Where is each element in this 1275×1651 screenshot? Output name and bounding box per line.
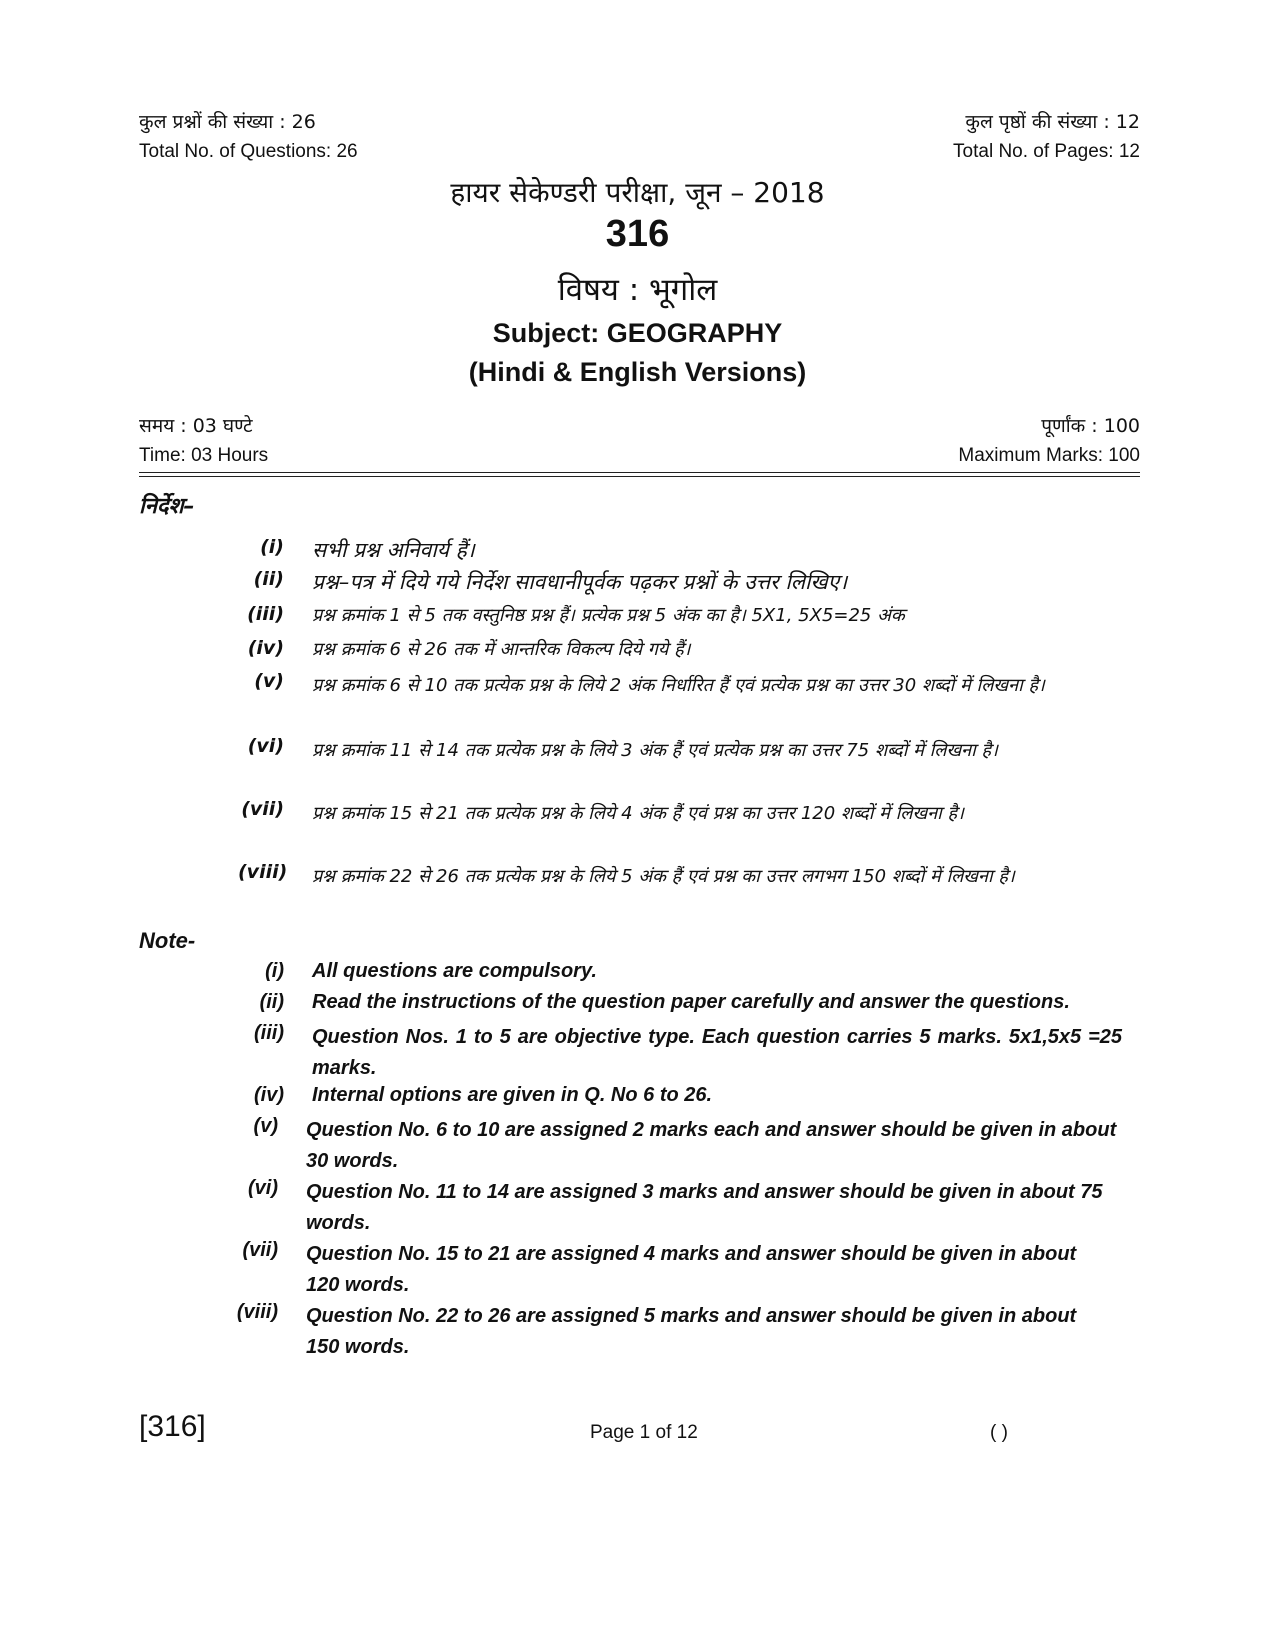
footer-paper-code: [316]	[139, 1410, 206, 1443]
list-item: (viii) Question No. 22 to 26 are assigned 5 marks and answer should be given in about 150 words.	[236, 1301, 1077, 1358]
time-en: Time: 03 Hours	[139, 445, 269, 466]
list-item: (v) Question No. 6 to 10 are assigned 2 marks each and answer should be given in about 30 words.	[253, 1115, 1117, 1172]
time-hi: समय : 03 घण्टे	[139, 415, 253, 437]
list-item: (ii) Read the instructions of the question paper carefully and answer the questions.	[259, 991, 1070, 1013]
total-pages-en: Total No. of Pages: 12	[953, 141, 1140, 162]
subject-hindi: विषय : भूगोल	[557, 272, 718, 308]
list-item: (i) सभी प्रश्न अनिवार्य हैं।	[260, 536, 475, 562]
english-note-heading: Note-	[139, 928, 196, 953]
list-item: (iv) प्रश्न क्रमांक 6 से 26 तक में आन्तरिक विकल्प दिये गये हैं।	[247, 637, 691, 660]
max-marks-hi: पूर्णांक : 100	[1041, 415, 1140, 437]
list-item: (iv) Internal options are given in Q. No 6 to 26.	[254, 1084, 713, 1106]
divider-top	[139, 472, 1140, 473]
list-item: (vii) प्रश्न क्रमांक 15 से 21 तक प्रत्येक प्रश्न के लिये 4 अंक हैं एवं प्रश्न का उत्तर 120 शब्दों में लिखना है।	[241, 798, 964, 824]
list-item: (vii) Question No. 15 to 21 are assigned 4 marks and answer should be given in about 120 words.	[242, 1239, 1077, 1296]
list-item: (ii) प्रश्न–पत्र में दिये गये निर्देश सावधानीपूर्वक पढ़कर प्रश्नों के उत्तर लिखिए।	[253, 568, 848, 594]
divider-bottom	[139, 476, 1140, 477]
list-item: (v) प्रश्न क्रमांक 6 से 10 तक प्रत्येक प्रश्न के लिये 2 अंक निर्धारित हैं एवं प्रत्येक प्रश्न का उत्तर 30 शब्दों में लिखना है।	[254, 670, 1045, 696]
page-number: Page 1 of 12	[590, 1422, 698, 1443]
total-questions-hi: कुल प्रश्नों की संख्या : 26	[139, 111, 316, 133]
max-marks-en: Maximum Marks: 100	[958, 445, 1140, 466]
total-questions-en: Total No. of Questions: 26	[139, 141, 358, 162]
hindi-instructions-heading: निर्देश–	[139, 494, 195, 519]
list-item: (vi) Question No. 11 to 14 are assigned 3 marks and answer should be given in about 75 words.	[248, 1177, 1103, 1234]
list-item: (viii) प्रश्न क्रमांक 22 से 26 तक प्रत्येक प्रश्न के लिये 5 अंक हैं एवं प्रश्न का उत्तर लगभग 150 शब्दों में लिखना है।	[238, 861, 1015, 887]
paper-code: 316	[605, 213, 670, 255]
list-item: (vi) प्रश्न क्रमांक 11 से 14 तक प्रत्येक प्रश्न के लिये 3 अंक हैं एवं प्रत्येक प्रश्न का उत्तर 75 शब्दों में लिखना है।	[247, 735, 998, 761]
list-item: (i) All questions are compulsory.	[265, 960, 597, 982]
list-item: (iii) Question Nos. 1 to 5 are objective type. Each question carries 5 marks. 5x1,5x5 =25 marks.	[254, 1022, 1122, 1079]
list-item: (iii) प्रश्न क्रमांक 1 से 5 तक वस्तुनिष्ठ प्रश्न हैं। प्रत्येक प्रश्न 5 अंक का है। 5X1, 5X5=25 अंक	[247, 603, 905, 626]
subject-english: Subject: GEOGRAPHY	[492, 318, 783, 348]
exam-title: हायर सेकेण्डरी परीक्षा, जून – 2018	[450, 176, 825, 209]
total-pages-hi: कुल पृष्ठों की संख्या : 12	[965, 111, 1140, 133]
footer-blank-marker: ( )	[990, 1422, 1008, 1443]
versions-label: (Hindi & English Versions)	[468, 357, 807, 387]
